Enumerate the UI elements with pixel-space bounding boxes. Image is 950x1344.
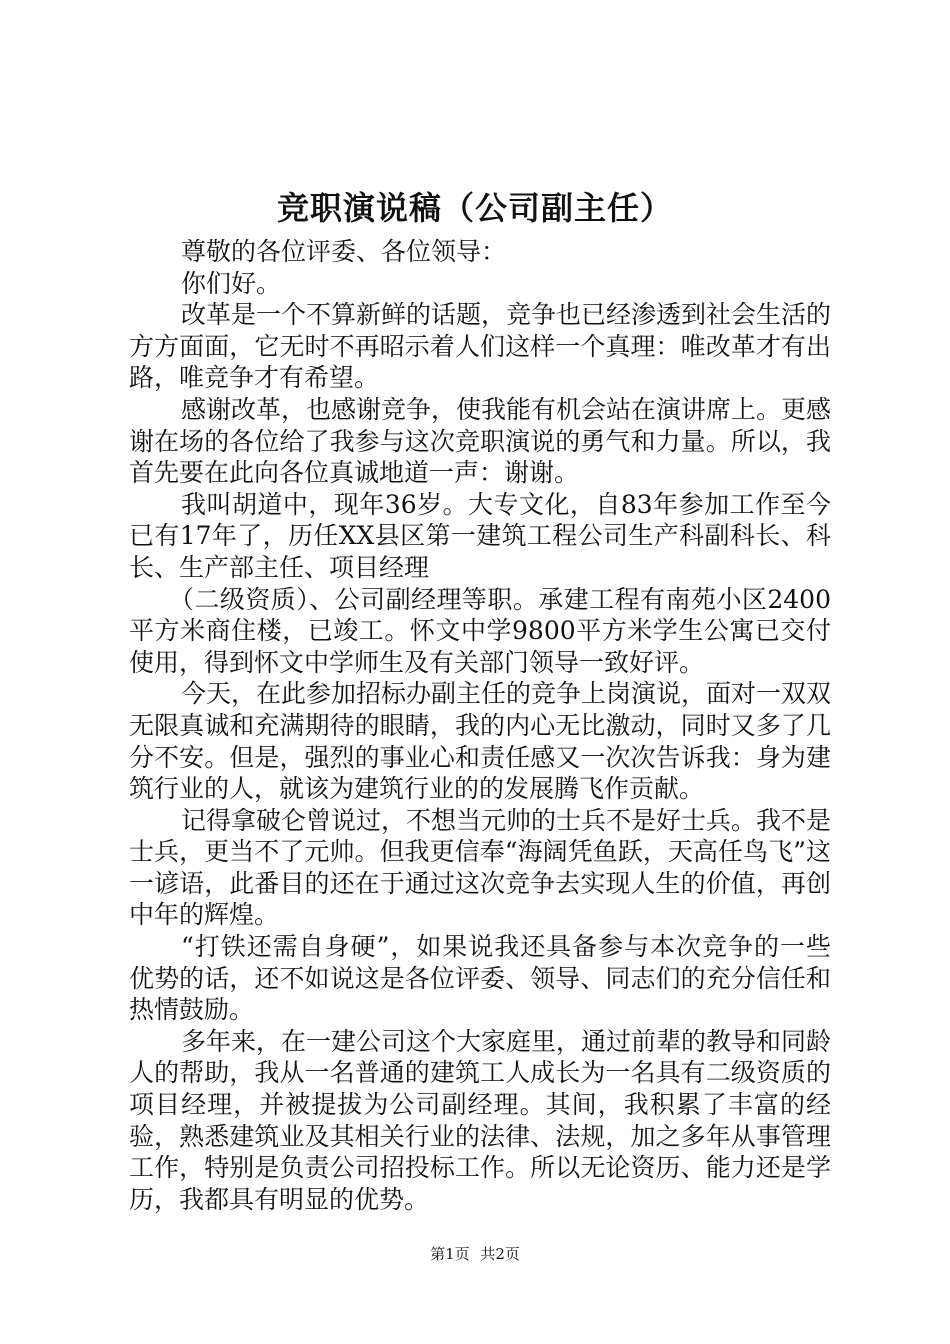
paragraph-thanks: 感谢改革，也感谢竞争，使我能有机会站在演讲席上。更感谢在场的各位给了我参与这次竞职演说的勇气和力量。所以，我首先要在此向各位真诚地道一声：谢谢。 xyxy=(129,394,832,488)
paragraph-experience: 多年来，在一建公司这个大家庭里，通过前辈的教导和同龄人的帮助，我从一名普通的建筑工人成长为一名具有二级资质的项目经理，并被提拔为公司副经理。其间，我积累了丰富的经验，熟悉建筑业及其相关行业的法律、法规，加之多年从事管理工作，特别是负责公司招投标工作。所以无论资历、能力还是学历，我都具有明显的优势。 xyxy=(129,1026,832,1214)
paragraph-projects: （二级资质）、公司副经理等职。承建工程有南苑小区2400平方米商住楼，已竣工。怀文中学9800平方米学生公寓已交付使用，得到怀文中学师生及有关部门领导一致好评。 xyxy=(129,584,831,677)
paragraph-today: 今天，在此参加招标办副主任的竞争上岗演说，面对一双双无限真诚和充满期待的眼睛，我的内心无比激动，同时又多了几分不安。但是，强烈的事业心和责任感又一次次告诉我：身为建筑行业的人，就该为建筑行业的的发展腾飞作贡献。 xyxy=(129,679,832,804)
page-footer xyxy=(0,1244,950,1264)
salutation: 尊敬的各位评委、各位领导： xyxy=(181,237,507,266)
document-title: 竞职演说稿（公司副主任） xyxy=(276,189,673,227)
paragraph-reform: 改革是一个不算新鲜的话题，竞争也已经渗透到社会生活的方方面面，它无时不再昭示着人们这样一个真理：唯改革才有出路，唯竞争才有希望。 xyxy=(129,300,832,393)
paragraph-napoleon: 记得拿破仑曾说过，不想当元帅的士兵不是好士兵。我不是士兵，更当不了元帅。但我更信奉“海阔凭鱼跃，天高任鸟飞”这一谚语，此番目的还在于通过这次竞争去实现人生的价值，再创中年的辉煌。 xyxy=(129,805,832,930)
paragraph-advantages: “打铁还需自身硬”，如果说我还具备参与本次竞争的一些优势的话，还不如说这是各位评委、领导、同志们的充分信任和热情鼓励。 xyxy=(129,932,831,1025)
paragraph-introduction: 我叫胡道中，现年36岁。大专文化，自83年参加工作至今已有17年了，历任XX县区第一建筑工程公司生产科副科长、科长、生产部主任、项目经理 xyxy=(129,489,831,582)
page-number: 第1页 xyxy=(430,1245,470,1263)
greeting: 你们好。 xyxy=(181,268,282,298)
document-body xyxy=(129,236,831,1215)
page-total: 共2页 xyxy=(480,1245,520,1263)
